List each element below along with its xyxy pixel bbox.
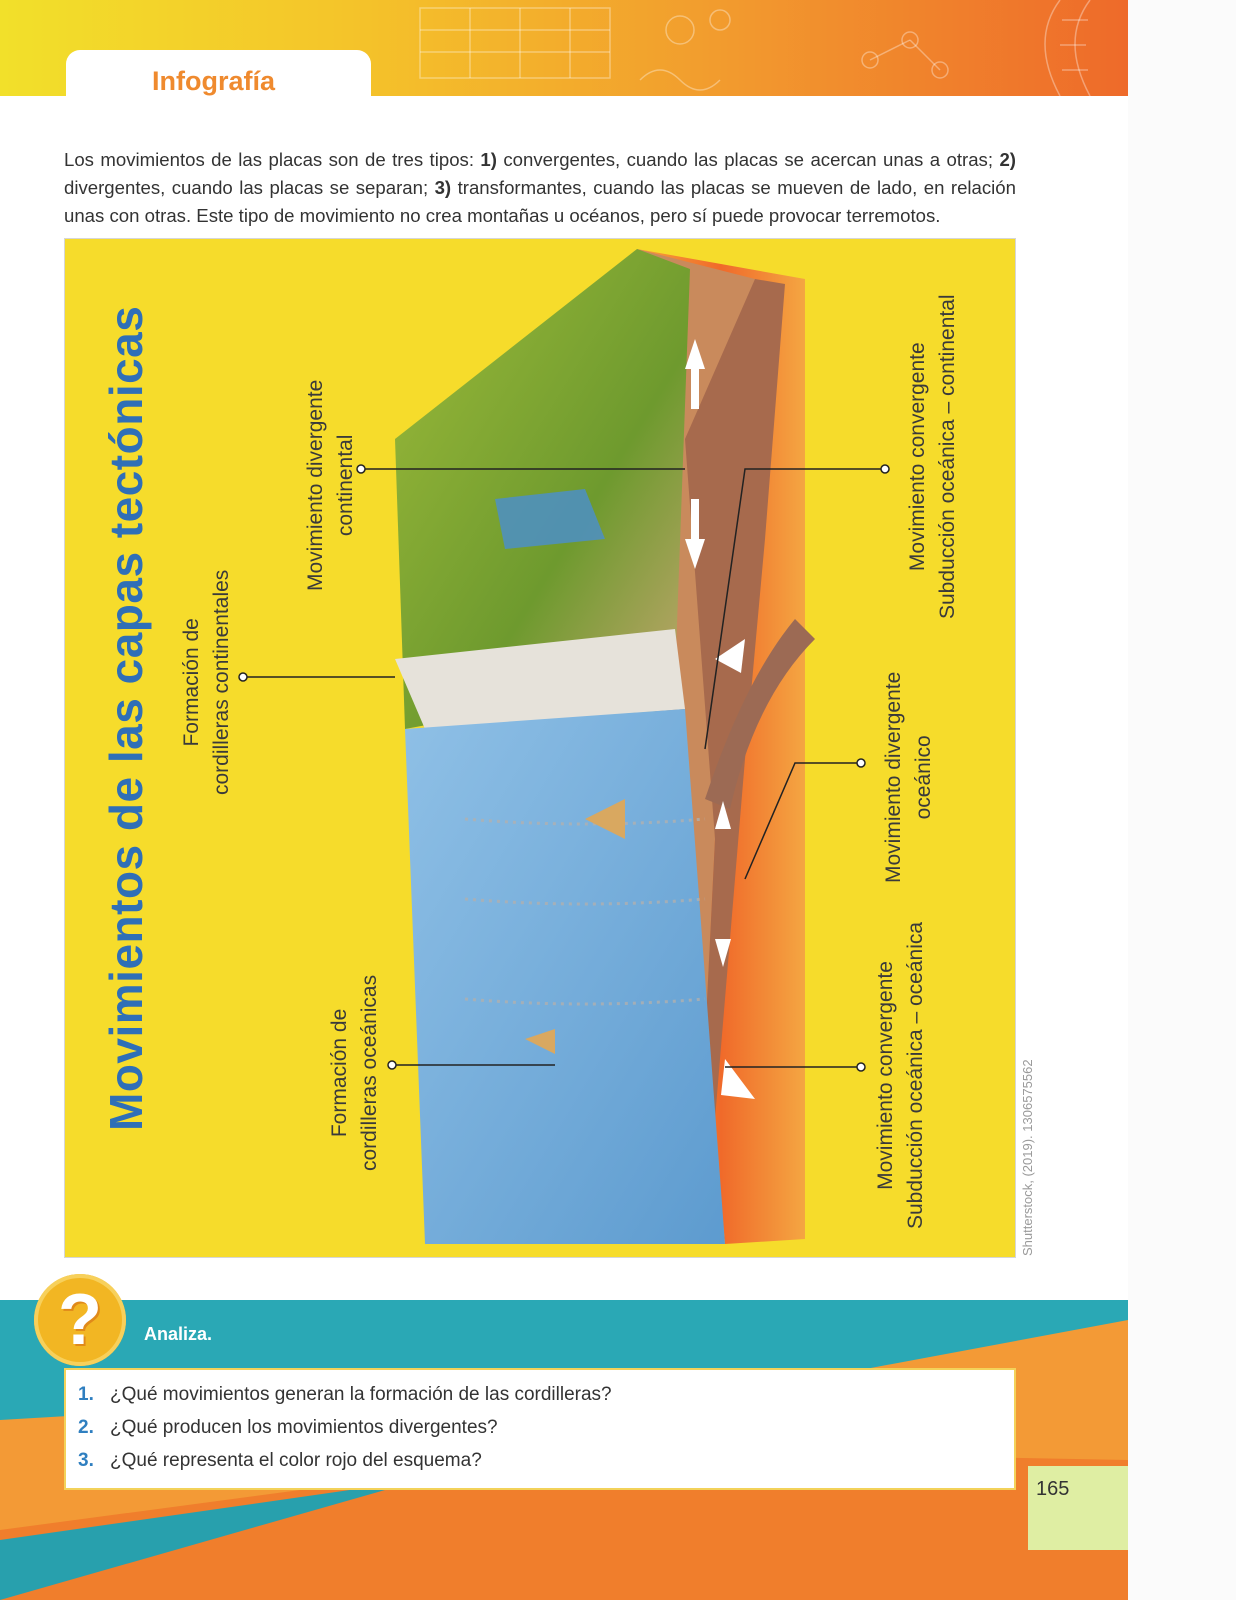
- label-cordilleras-oceanicas: [325, 975, 385, 1171]
- label-line: cordilleras oceánicas: [358, 974, 381, 1171]
- intro-num-3: 3): [434, 177, 452, 198]
- label-line: cordilleras continentales: [210, 569, 233, 795]
- question-number: 3.: [78, 1450, 94, 1471]
- question-text: ¿Qué representa el color rojo del esquema?: [110, 1450, 482, 1471]
- intro-num-1: 1): [480, 149, 497, 170]
- intro-paragraph: [64, 146, 1016, 230]
- intro-text-2: divergentes, cuando las placas se separan;: [64, 177, 435, 198]
- page-edge: [1128, 0, 1236, 1600]
- label-line: Movimiento convergente: [874, 961, 897, 1190]
- infographic-title: Movimientos de las capas tectónicas: [100, 305, 152, 1131]
- question-number: 1.: [78, 1384, 94, 1405]
- question-mark-icon: ?: [58, 1280, 102, 1360]
- label-line: Movimiento divergente: [882, 671, 905, 883]
- label-line: continental: [334, 434, 357, 537]
- label-cordilleras-continentales: [177, 570, 237, 795]
- question-item: [78, 1384, 612, 1406]
- label-line: oceánico: [912, 735, 935, 820]
- question-text: ¿Qué movimientos generan la formación de las cordilleras?: [110, 1384, 612, 1405]
- activity-heading: Analiza.: [144, 1324, 213, 1344]
- label-line: Subducción oceánica – continental: [936, 294, 959, 619]
- question-text: ¿Qué producen los movimientos divergentes?: [110, 1417, 498, 1438]
- label-convergente-continental: [903, 294, 963, 619]
- label-line: Formación de: [328, 1008, 351, 1138]
- label-line: Movimiento convergente: [906, 342, 929, 572]
- questions-box: [64, 1368, 1016, 1490]
- image-credit: Shutterstock, (2019). 1306575562: [1020, 1059, 1035, 1256]
- intro-text-1: convergentes, cuando las placas se acercan unas a otras;: [496, 149, 1000, 170]
- label-line: Movimiento divergente: [304, 379, 327, 591]
- label-line: Subducción oceánica – oceánica: [904, 921, 927, 1229]
- page-number: 165: [1036, 1478, 1070, 1500]
- question-item: [78, 1450, 482, 1472]
- intro-num-2: 2): [999, 149, 1016, 170]
- label-convergente-oceanica: [871, 922, 931, 1229]
- label-divergente-continental: [301, 380, 361, 591]
- intro-lead: Los movimientos de las placas son de tres tipos:: [64, 149, 481, 170]
- ocean-surface: [405, 709, 725, 1244]
- question-item: [78, 1417, 498, 1439]
- label-line: Formación de: [180, 618, 203, 747]
- label-divergente-oceanico: [879, 672, 939, 883]
- tectonic-infographic: [64, 238, 1016, 1258]
- section-title: Infografía: [152, 66, 276, 96]
- intro-text-3: transformantes, cuando las placas se mueven de lado, en relación unas con otras. Este tipo de movimiento no crea montañas u océanos, pero sí puede provocar terremotos.: [64, 177, 1016, 226]
- lake: [495, 489, 605, 549]
- question-number: 2.: [78, 1417, 94, 1438]
